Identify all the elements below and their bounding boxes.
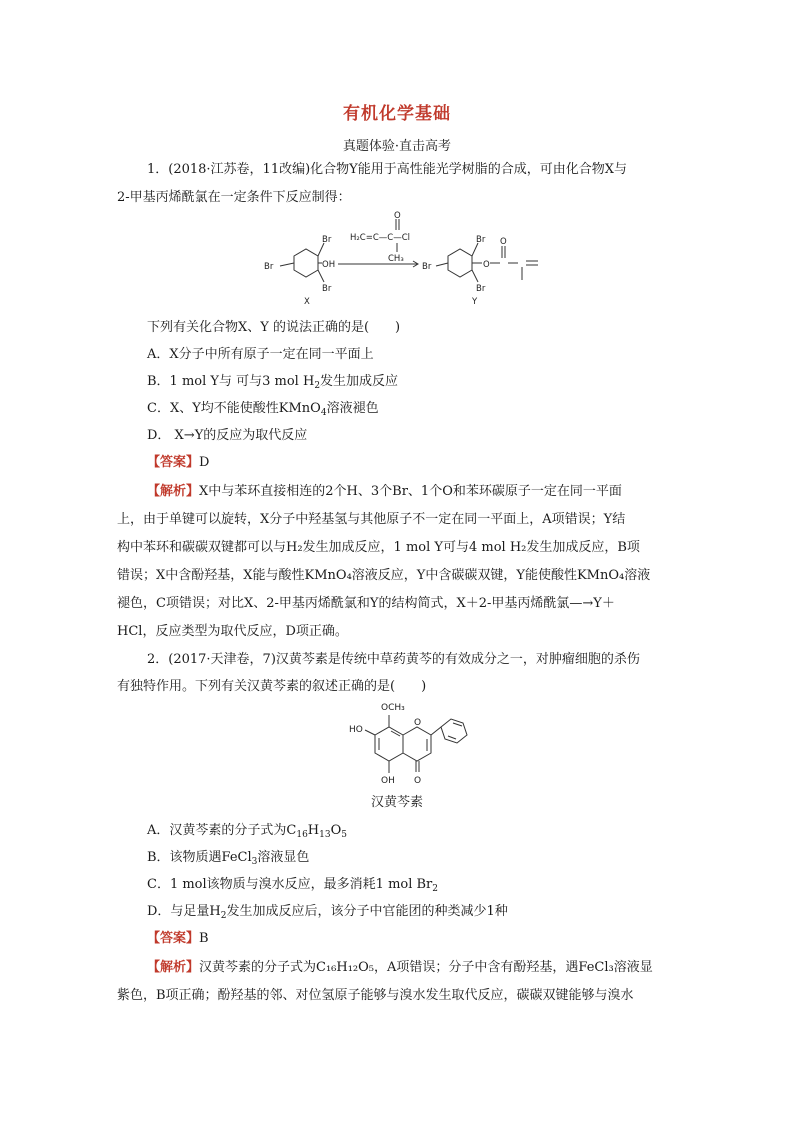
q1-answer bbox=[147, 454, 209, 472]
q1-stem-line1: 1．(2018·江苏卷，11改编)化合物Y能用于高性能光学树脂的合成，可由化合物X与 bbox=[147, 162, 628, 177]
answer-value: B bbox=[199, 931, 209, 946]
section-subtitle: 真题体验·直击高考 bbox=[342, 139, 452, 154]
q1-analysis-line: 上，由于单键可以旋转，X分子中羟基氢与其他原子不一定在同一平面上，A项错误；Y结 bbox=[117, 512, 626, 527]
q2-analysis-line: 【解析】汉黄芩素的分子式为C₁₆H₁₂O₅，A项错误；分子中含有酚羟基，遇FeCl₃溶液显 bbox=[147, 960, 653, 975]
q1-analysis-line: 构中苯环和碳碳双键都可以与H₂发生加成反应，1 mol Y可与4 mol H₂发生加成反应，B项 bbox=[117, 540, 640, 555]
ho-label: HO bbox=[349, 725, 363, 735]
reagent-o: O bbox=[394, 211, 401, 221]
page-title: 有机化学基础 bbox=[343, 104, 451, 124]
y-br-bottom: Br bbox=[476, 284, 486, 294]
q2-option-a: A．汉黄芩素的分子式为$C_{16}H_{13}O_5$ bbox=[147, 823, 347, 840]
x-oh: OH bbox=[322, 260, 336, 270]
reagent-formula: H₂C=C—C—Cl bbox=[350, 233, 411, 243]
x-br-top: Br bbox=[322, 235, 332, 245]
y-br-left: Br bbox=[422, 262, 432, 272]
q1-analysis-line: 褪色，C项错误；对比X、2-甲基丙烯酰氯和Y的结构简式，X＋2-甲基丙烯酰氯—→Y＋ bbox=[117, 596, 615, 611]
q2-answer bbox=[147, 930, 209, 948]
y-o-carbonyl: O bbox=[500, 237, 507, 247]
keto-o-label: O bbox=[414, 776, 422, 786]
q1-option-d: D． X→Y的反应为取代反应 bbox=[147, 428, 308, 443]
q1-prompt: 下列有关化合物X、Y 的说法正确的是( ) bbox=[147, 320, 401, 335]
q1-option-b: B．1 mol Y与 可与3 mol $H_2$发生加成反应 bbox=[147, 374, 399, 391]
q2-option-c: C．1 mol该物质与溴水反应，最多消耗1 mol $Br_2$ bbox=[147, 877, 439, 894]
q1-option-a: A．X分子中所有原子一定在同一平面上 bbox=[147, 347, 374, 362]
analysis-tag: 【解析】 bbox=[147, 484, 200, 499]
y-label: Y bbox=[472, 297, 478, 307]
answer-value: D bbox=[199, 455, 210, 470]
oh-label: OH bbox=[381, 776, 395, 786]
analysis-tag: 【解析】 bbox=[147, 960, 200, 975]
x-label: X bbox=[304, 297, 310, 307]
q1-analysis-line: 错误；X中含酚羟基，X能与酸性KMnO₄溶液反应，Y中含碳碳双键，Y能使酸性KMnO₄溶液 bbox=[117, 568, 651, 583]
x-br-bottom: Br bbox=[322, 284, 332, 294]
ring-o-label: O bbox=[414, 718, 422, 728]
y-o-ester: O bbox=[483, 260, 490, 270]
q1-stem-line2: 2-甲基丙烯酰氯在一定条件下反应制得： bbox=[117, 190, 351, 205]
x-br-left: Br bbox=[264, 262, 274, 272]
q2-structure bbox=[345, 697, 475, 809]
reagent-ch3: CH₃ bbox=[388, 254, 404, 264]
q2-option-d: D．与足量$H_2$发生加成反应后，该分子中官能团的种类减少1种 bbox=[147, 904, 508, 921]
answer-tag: 【答案】 bbox=[147, 931, 200, 946]
q2-stem-line2: 有独特作用。下列有关汉黄芩素的叙述正确的是( ) bbox=[117, 679, 427, 694]
q1-analysis-line: HCl，反应类型为取代反应，D项正确。 bbox=[117, 624, 348, 639]
q2-analysis-line: 紫色，B项正确；酚羟基的邻、对位氢原子能够与溴水发生取代反应，碳碳双键能够与溴水 bbox=[117, 988, 634, 1003]
answer-tag: 【答案】 bbox=[147, 455, 200, 470]
q2-stem-line1: 2．(2017·天津卷，7)汉黄芩素是传统中草药黄芩的有效成分之一，对肿瘤细胞的杀伤 bbox=[147, 652, 640, 667]
q1-analysis-line: 【解析】X中与苯环直接相连的2个H、3个Br、1个O和苯环碳原子一定在同一平面 bbox=[147, 484, 622, 499]
q1-option-c: C．X、Y均不能使酸性KMnO$_4$溶液褪色 bbox=[147, 401, 379, 418]
q2-structure-caption: 汉黄芩素 bbox=[370, 795, 423, 810]
och3-label: OCH₃ bbox=[381, 703, 405, 713]
q1-reaction-scheme bbox=[260, 208, 570, 318]
q2-option-b: B．该物质遇FeCl$_3$溶液显色 bbox=[147, 850, 310, 867]
y-br-top: Br bbox=[476, 235, 486, 245]
